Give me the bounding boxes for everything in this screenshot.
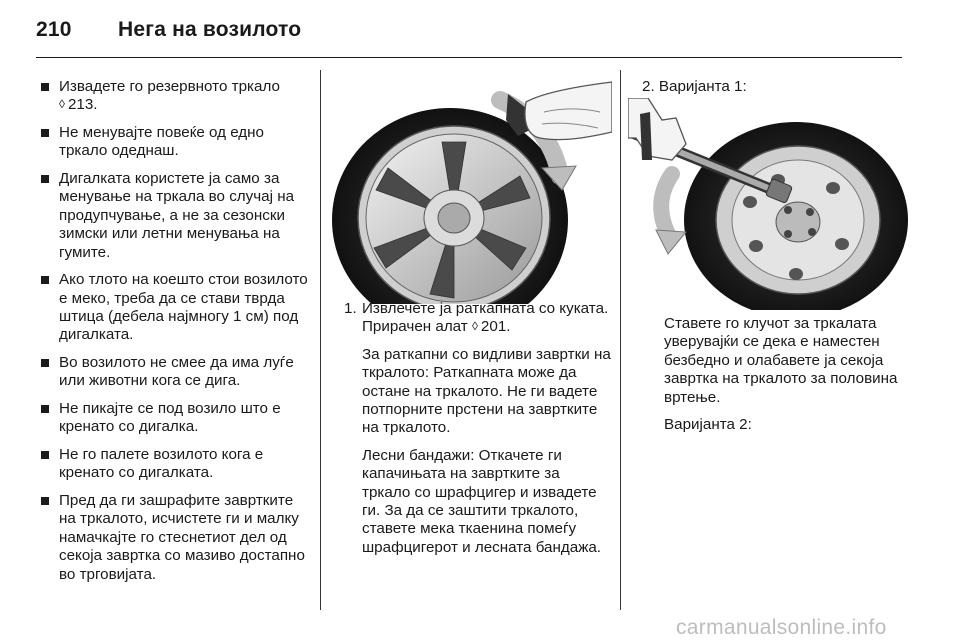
step-paragraph: Лесни бандажи: Откачете ги капачињата на завртките за тркало со шрафцигер и извадете ги. За да се заштити тркалото, ставете мека ткаенина помеѓу шрафцигерот и лесната бандажа. (362, 446, 602, 556)
cross-reference[interactable]: 201. (480, 318, 511, 336)
bullet-item: Во возилото не смее да има луѓе или животни кога се дига. (40, 354, 312, 391)
instruction-paragraph: Ставете го клучот за тркалата уверувајќи се дека е наместен безбедно и олабавете ја секоја завртка на тркалото за половина вртење. (664, 315, 898, 406)
page-number: 210 (36, 18, 72, 41)
hubcap-removal-illustration (330, 72, 612, 304)
column-3-body (664, 315, 914, 443)
watermark: carmanualsonline.info (676, 616, 887, 639)
variant-heading: 2. Варијанта 1: (642, 78, 747, 95)
variant-heading: Варијанта 2: (664, 416, 752, 434)
column-divider-2 (620, 70, 621, 610)
step-number: 1. (344, 300, 357, 317)
column-3-heading (642, 78, 912, 96)
column-divider-1 (320, 70, 321, 610)
header-divider (36, 57, 902, 58)
cross-reference-icon: ◊ (59, 97, 65, 112)
wheel-wrench-illustration (628, 98, 910, 310)
page-header (36, 18, 301, 50)
cross-reference-icon: ◊ (471, 319, 478, 334)
bullet-item: Ако тлото на коешто стои возилото е меко, треба да се стави тврда штица (дебела најмногу 1 см) под дигалката. (40, 271, 312, 345)
bullet-item: Не го палете возилото кога е кренато со дигалката. (40, 446, 312, 483)
bullet-item: Дигалката користете ја само за менување на тркала во случај на продупчување, а не за сезонски зимски или летни менувања на гумите. (40, 170, 312, 262)
bullet-item: Извадете го резервното тркало ◊ 213. (40, 78, 312, 115)
column-2 (344, 300, 612, 566)
bullet-item: Не менувајте повеќе од едно тркало одеднаш. (40, 124, 312, 161)
bullet-item: Не пикајте се под возило што е кренато со дигалка. (40, 400, 312, 437)
step-paragraph: За раткапни со видливи завртки на ткралото: Раткапната може да остане на тркалото. Не ги вадете потпорните прстени на завртките на тркалото. (362, 345, 611, 437)
step-1 (344, 300, 612, 557)
bullet-item: Пред да ги зашрафите завртките на тркалото, исчистете ги и малку намачкајте го стеснетиот дел од секоја завртка со мазиво достапно во трговијата. (40, 492, 312, 584)
cross-reference[interactable]: 213. (67, 96, 98, 114)
column-1 (40, 78, 312, 593)
page-title: Нега на возилото (118, 18, 302, 41)
step-paragraph: Извлечете ја раткапната со куката. Прирачен алат ◊ 201. (362, 300, 609, 336)
